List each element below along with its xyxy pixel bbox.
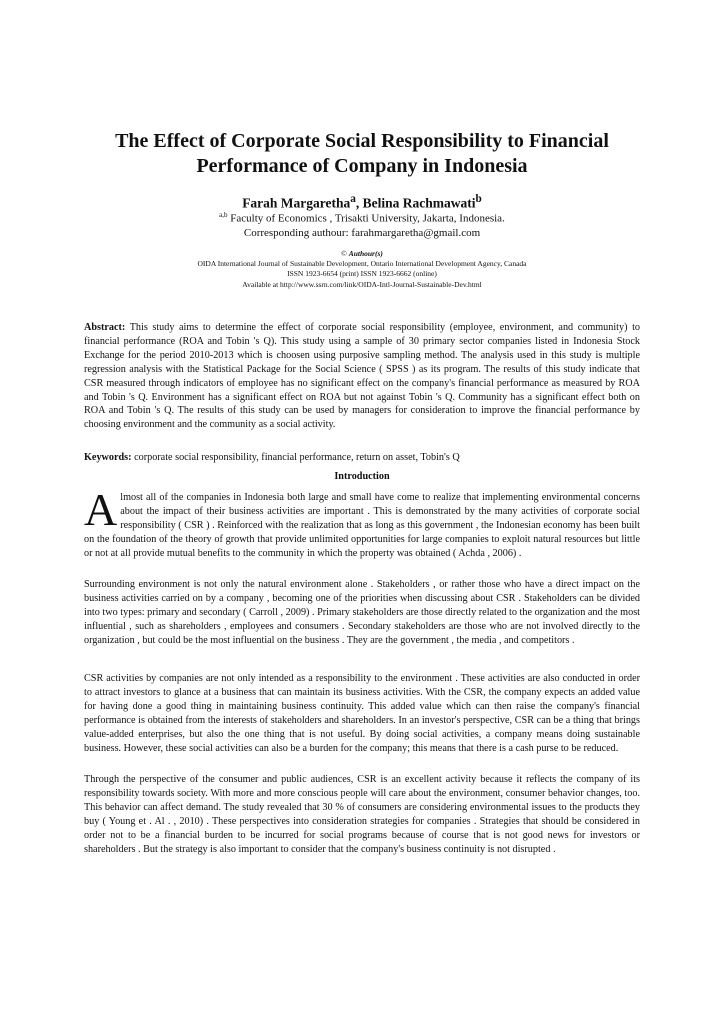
section-heading-introduction: Introduction — [334, 471, 390, 482]
affiliation-superscript: a,b — [219, 211, 228, 219]
copyright-block — [60, 249, 664, 290]
paragraph-1-text: lmost all of the companies in Indonesia both large and small have come to realize that implementing environmental concerns about the impact of their business activities are important . This is demonstrated by the many activities of corporate social responsibility ( CSR ) . Reinforced with the realization that as long as this government , the Indonesian economy has been built on the foundation of the theory of growth that provide unlimited opportunities for large companies to exploit natural resources but little or not at all provide mutual benefits to the community in which the property was obtained ( Achda , 2006) . — [84, 492, 640, 559]
paragraph-2: Surrounding environment is not only the natural environment alone . Stakeholders , or rather those who have a direct impact on the business activities carried on by a company , becoming one of the priorities when discussing about CSR . Stakeholders can be divided into two types: primary and secondary ( Carroll , 2009) . Primary stakeholders are those directly related to the organization and the most influential , such as shareholders , employees and consumers . Secondary stakeholders are those who are not involved directly to the organization , but could be the most influential on the business . They are the government , the media , and competitors . — [84, 579, 640, 646]
title-line-2: Performance of Company in Indonesia — [196, 155, 528, 177]
keywords-text: corporate social responsibility, financial performance, return on asset, Tobin's Q — [131, 452, 460, 463]
drop-cap: A — [84, 484, 118, 535]
keywords-label: Keywords: — [84, 452, 132, 463]
author-2: Belina Rachmawati — [362, 195, 476, 211]
affiliation-block — [60, 208, 664, 240]
paragraph-1 — [84, 484, 640, 561]
abstract-label: Abstract: — [84, 322, 126, 333]
journal-name: OIDA International Journal of Sustainable Development, Ontario International Development Agency, Canada — [197, 259, 527, 269]
issn: ISSN 1923-6654 (print) ISSN 1923-6662 (online) — [287, 269, 437, 279]
author-separator: , — [355, 195, 363, 211]
paragraph-4: Through the perspective of the consumer and public audiences, CSR is an excellent activity because it reflects the company of its responsibility towards society. With more and more conscious people will care about the environment, consumer behavior changes, too. This behavior can affect demand. The study revealed that 30 % of consumers are considering environmental issues to the products they buy ( Young et . Al . , 2010) . These perspectives into consideration strategies for companies . Strategies that should be considered in order not to be a financial burden to be incurred for social programs because of course that is not good news for investors or shareholders . But the strategy is also important to consider that the company's business continuity is not disrupted . — [84, 774, 640, 855]
author-1: Farah Margaretha — [242, 195, 351, 211]
affiliation: Faculty of Economics , Trisakti University, Jakarta, Indonesia. — [227, 212, 505, 225]
abstract — [84, 321, 640, 432]
keywords — [84, 451, 640, 465]
paragraph-3: CSR activities by companies are not only intended as a responsibility to the environment . These activities are also conducted in order to attract investors to glance at a business that can maintain its business activities. With the CSR, the company expects an added value for having done a good thing in maintaining business continuity. This added value which can then raise the company's financial performance is obtained from the interests of stakeholders and shareholders. In an investor's perspective, CSR can be a thing that brings value-added enterprises, but also the one thing that is not useful. By doing social activities, a company means doing sustainable business. However, these social activities can also be a burden for the company; this means that there is a cash purse to be reduced. — [84, 673, 640, 754]
author-1-superscript: a — [350, 193, 356, 205]
author-2-superscript: b — [475, 193, 482, 205]
paper-title — [60, 129, 664, 179]
title-line-1: The Effect of Corporate Social Responsibility to Financial — [115, 130, 609, 152]
copyright-symbol: © — [341, 249, 349, 258]
abstract-text: This study aims to determine the effect of corporate social responsibility (employee, environment, and community) to financial performance (ROA and Tobin 's Q). This study using a sample of 30 primary sector companies listed in Indonesia Stock Exchange for the period 2010-2013 which is choosen using purposive sampling method. The analysis used in this study is multiple regression analysis with the Statistical Package for the Social Science ( SPSS ) as its program. The results of this study indicate that CSR measured through indicators of employee has no significant effect on the company's financial performance as measured by ROA and Tobin 's Q. Environment has a significant effect on ROA but not against Tobin 's Q. Community has a significant effect both on ROA and Tobin 's Q. The results of this study can be used by managers for consideration to improve the financial performance by choosing environment and the community as a social activity. — [84, 322, 640, 431]
corresponding-author: Corresponding authour: farahmargaretha@gmail.com — [243, 226, 481, 239]
availability-link: Available at http://www.ssrn.com/link/OIDA-Intl-Journal-Sustainable-Dev.html — [242, 279, 482, 289]
copyright-author: Authour(s) — [348, 249, 383, 258]
